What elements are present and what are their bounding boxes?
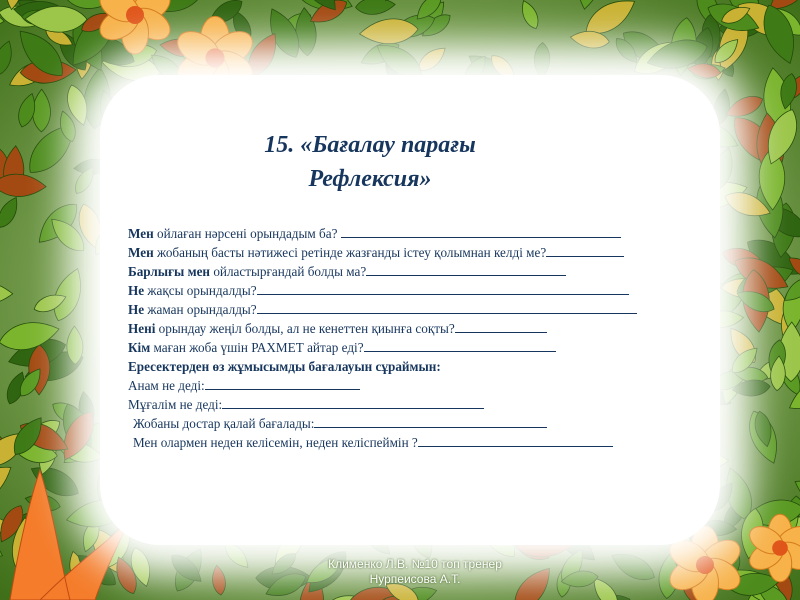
answer-blank[interactable]: [366, 263, 566, 276]
question-line: [128, 281, 728, 300]
answer-blank[interactable]: [205, 377, 360, 390]
question-text: ойлаған нәрсені орындадым ба?: [153, 226, 341, 241]
flower-center: [772, 540, 788, 556]
question-text: жақсы орындалды?: [144, 283, 257, 298]
question-line: [128, 243, 728, 262]
question-keyword: Кім: [128, 340, 151, 355]
question-text: орындау жеңіл болды, ал не кенеттен қиынға соқты?: [155, 321, 455, 336]
answer-blank[interactable]: [222, 396, 484, 409]
question-text: маған жоба үшін РАХМЕТ айтар еді?: [150, 340, 364, 355]
question-text: Мен олармен неден келісемін, неден келіспеймін ?: [133, 435, 418, 450]
answer-blank[interactable]: [257, 282, 629, 295]
question-line: [128, 224, 728, 243]
slide-title: 15. «Бағалау парағы: [264, 132, 476, 158]
question-keyword: Барлығы мен: [128, 264, 211, 279]
answer-blank[interactable]: [257, 301, 637, 314]
question-keyword: Не: [128, 302, 145, 317]
slide-subtitle: Рефлексия»: [308, 166, 432, 192]
question-line: [128, 262, 728, 281]
flower-center: [696, 556, 714, 574]
question-line: [128, 319, 728, 338]
question-text: жобаның басты нәтижесі ретінде жазғанды істеу қолымнан келді ме?: [153, 245, 547, 260]
flower-center: [205, 48, 224, 67]
question-line: [128, 357, 728, 376]
question-text: жаман орындалды?: [144, 302, 257, 317]
footer-line-1: Клименко Л.В. №10 топ тренер: [328, 557, 502, 571]
question-keyword: Не: [128, 283, 145, 298]
question-keyword: Мен: [128, 226, 154, 241]
footer-credit: [300, 557, 530, 587]
question-line: [128, 395, 728, 414]
answer-blank[interactable]: [364, 339, 556, 352]
answer-blank[interactable]: [455, 320, 547, 333]
answer-blank[interactable]: [418, 434, 613, 447]
answer-blank[interactable]: [314, 415, 547, 428]
question-text: Мұғалім не деді:: [128, 397, 223, 412]
question-line: [128, 414, 728, 433]
question-list: [128, 224, 728, 452]
question-keyword: Мен: [128, 245, 154, 260]
question-text: ойластырғандай болды ма?: [210, 264, 367, 279]
question-line: [128, 376, 728, 395]
question-text: Анам не деді:: [128, 378, 205, 393]
footer-line-2: Нурпеисова А.Т.: [369, 572, 461, 586]
question-keyword: Ересектерден өз жұмысымды бағалауын сұраймын:: [128, 359, 441, 374]
question-line: [128, 433, 728, 452]
question-line: [128, 338, 728, 357]
question-text: Жобаны достар қалай бағалады:: [133, 416, 315, 431]
answer-blank[interactable]: [546, 244, 624, 257]
question-keyword: Нені: [128, 321, 156, 336]
question-line: [128, 300, 728, 319]
flower-center: [126, 6, 144, 24]
answer-blank[interactable]: [341, 225, 621, 238]
